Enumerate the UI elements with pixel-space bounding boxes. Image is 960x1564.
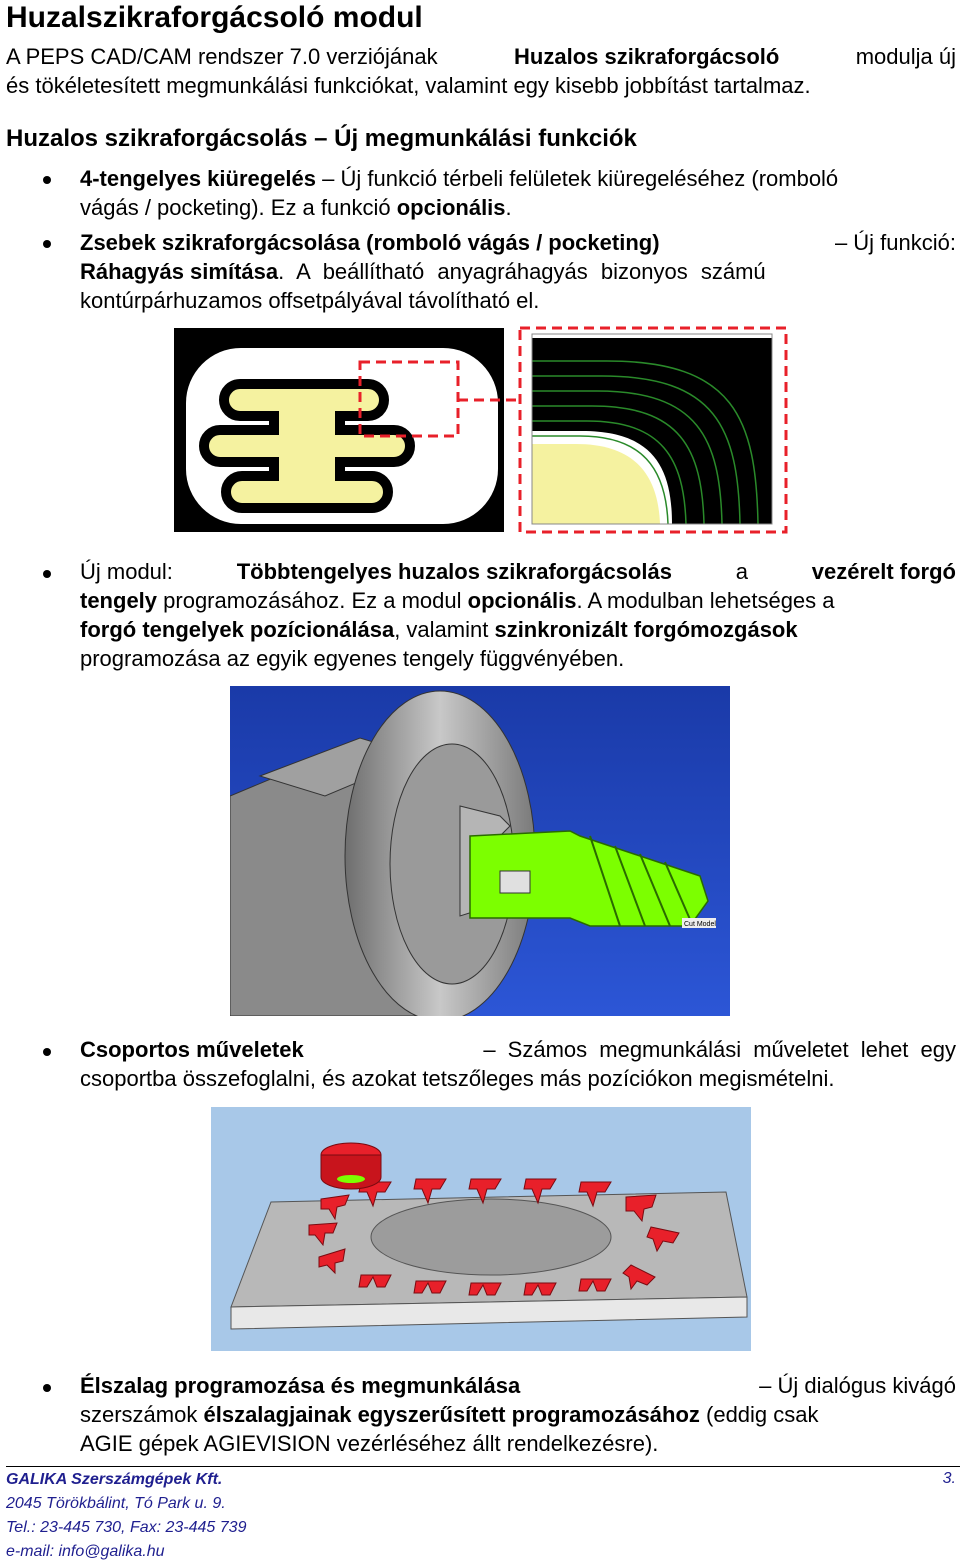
text-line xyxy=(80,1400,956,1429)
bullet-dot xyxy=(43,240,51,248)
text: Új modul: xyxy=(80,559,180,584)
text: – Új dialógus kivágó xyxy=(752,1373,956,1398)
pocket-figure xyxy=(172,326,792,536)
cut-model-label: Cut Model xyxy=(684,921,716,928)
bold-text: élszalagjainak egyszerűsített programozásához xyxy=(203,1402,700,1427)
page-title: Huzalszikraforgácsoló modul xyxy=(6,1,423,34)
text: programozása az egyik egyenes tengely függvényében. xyxy=(80,646,625,671)
bold-text: opcionális xyxy=(467,588,577,613)
footer-company: GALIKA Szerszámgépek Kft. xyxy=(6,1471,223,1488)
page-number: 3. xyxy=(942,1470,956,1487)
bullet-group-operations xyxy=(80,1035,956,1093)
text-line xyxy=(80,1429,956,1458)
intro-line-1 xyxy=(6,42,956,71)
bullet-pocket-edm xyxy=(80,228,956,315)
workpiece-slot xyxy=(500,871,530,893)
bullet-dot xyxy=(43,176,51,184)
text: – Új funkció térbeli felületek kiüregeléséhez (romboló xyxy=(316,166,839,191)
pocket-shape xyxy=(204,384,410,508)
text-line xyxy=(80,644,956,673)
intro-line-2 xyxy=(6,71,956,100)
text: , valamint xyxy=(394,617,495,642)
bullet-multiaxis-module xyxy=(80,557,956,673)
bullet-dot xyxy=(43,1048,51,1056)
text-line xyxy=(80,228,956,257)
text-line xyxy=(80,193,956,222)
text-line xyxy=(80,164,956,193)
group-operations-figure xyxy=(211,1107,751,1351)
bold-text: Zsebek szikraforgácsolása (romboló vágás / pocketing) xyxy=(80,230,660,255)
text: programozásához. Ez a modul xyxy=(157,588,468,613)
footer-email: e-mail: info@galika.hu xyxy=(6,1543,165,1560)
bold-text: vezérelt forgó xyxy=(811,559,956,584)
text-line xyxy=(80,1371,956,1400)
text: a xyxy=(729,559,755,584)
rotary-axis-figure xyxy=(230,686,730,1016)
text: . A modulban lehetséges a xyxy=(576,588,835,613)
center-cutout xyxy=(371,1199,611,1275)
text: . xyxy=(505,195,512,220)
bold-text: 4-tengelyes kiüregelés xyxy=(80,166,317,191)
text-line xyxy=(80,586,956,615)
footer-divider xyxy=(6,1466,960,1467)
text-line xyxy=(80,1035,956,1064)
bullet-land-programming xyxy=(80,1371,956,1458)
footer-address: 2045 Törökbálint, Tó Park u. 9. xyxy=(6,1495,226,1512)
intro-text: és tökéletesített megmunkálási funkciókat, valamint egy kisebb jobbítást tartalmaz. xyxy=(6,73,811,98)
footer-phone: Tel.: 23-445 730, Fax: 23-445 739 xyxy=(6,1519,247,1536)
intro-paragraph xyxy=(6,42,956,100)
text-line xyxy=(80,1064,956,1093)
bullet-dot xyxy=(43,1384,51,1392)
section-heading: Huzalos szikraforgácsolás – Új megmunkálási funkciók xyxy=(6,125,637,152)
text: – Számos megmunkálási műveletet lehet egy xyxy=(471,1037,956,1062)
bold-text: opcionális xyxy=(396,195,506,220)
bold-text: tengely xyxy=(80,588,158,613)
text-line xyxy=(80,257,956,286)
bold-text: Csoportos műveletek xyxy=(80,1037,304,1062)
bullet-4axis-pocketing xyxy=(80,164,956,222)
intro-module-name: Huzalos szikraforgácsoló xyxy=(514,44,780,69)
text: kontúrpárhuzamos offsetpályával távolítható el. xyxy=(80,288,540,313)
bold-text: forgó tengelyek pozícionálása xyxy=(80,617,395,642)
text: (eddig csak xyxy=(699,1402,819,1427)
text: – Új funkció: xyxy=(834,230,956,255)
tool-wire-guide xyxy=(337,1175,365,1183)
bold-text: Élszalag programozása és megmunkálása xyxy=(80,1373,521,1398)
bold-text: szinkronizált forgómozgások xyxy=(494,617,798,642)
text: . A beállítható anyagráhagyás bizonyos számú xyxy=(278,259,766,284)
tool-head-body xyxy=(321,1155,381,1189)
intro-text: A PEPS CAD/CAM rendszer 7.0 verziójának xyxy=(6,44,438,69)
intro-text: modulja új xyxy=(855,44,956,69)
text: szerszámok xyxy=(80,1402,204,1427)
bold-text: Többtengelyes huzalos szikraforgácsolás xyxy=(236,559,672,584)
text-line xyxy=(80,286,956,315)
text-line xyxy=(80,557,956,586)
text: vágás / pocketing). Ez a funkció xyxy=(80,195,397,220)
bullet-dot xyxy=(43,570,51,578)
text: csoportba összefoglalni, és azokat tetszőleges más pozíciókon megismételni. xyxy=(80,1066,835,1091)
text: AGIE gépek AGIEVISION vezérléséhez állt rendelkezésre). xyxy=(80,1431,659,1456)
text-line xyxy=(80,615,956,644)
bold-text: Ráhagyás simítása xyxy=(80,259,279,284)
